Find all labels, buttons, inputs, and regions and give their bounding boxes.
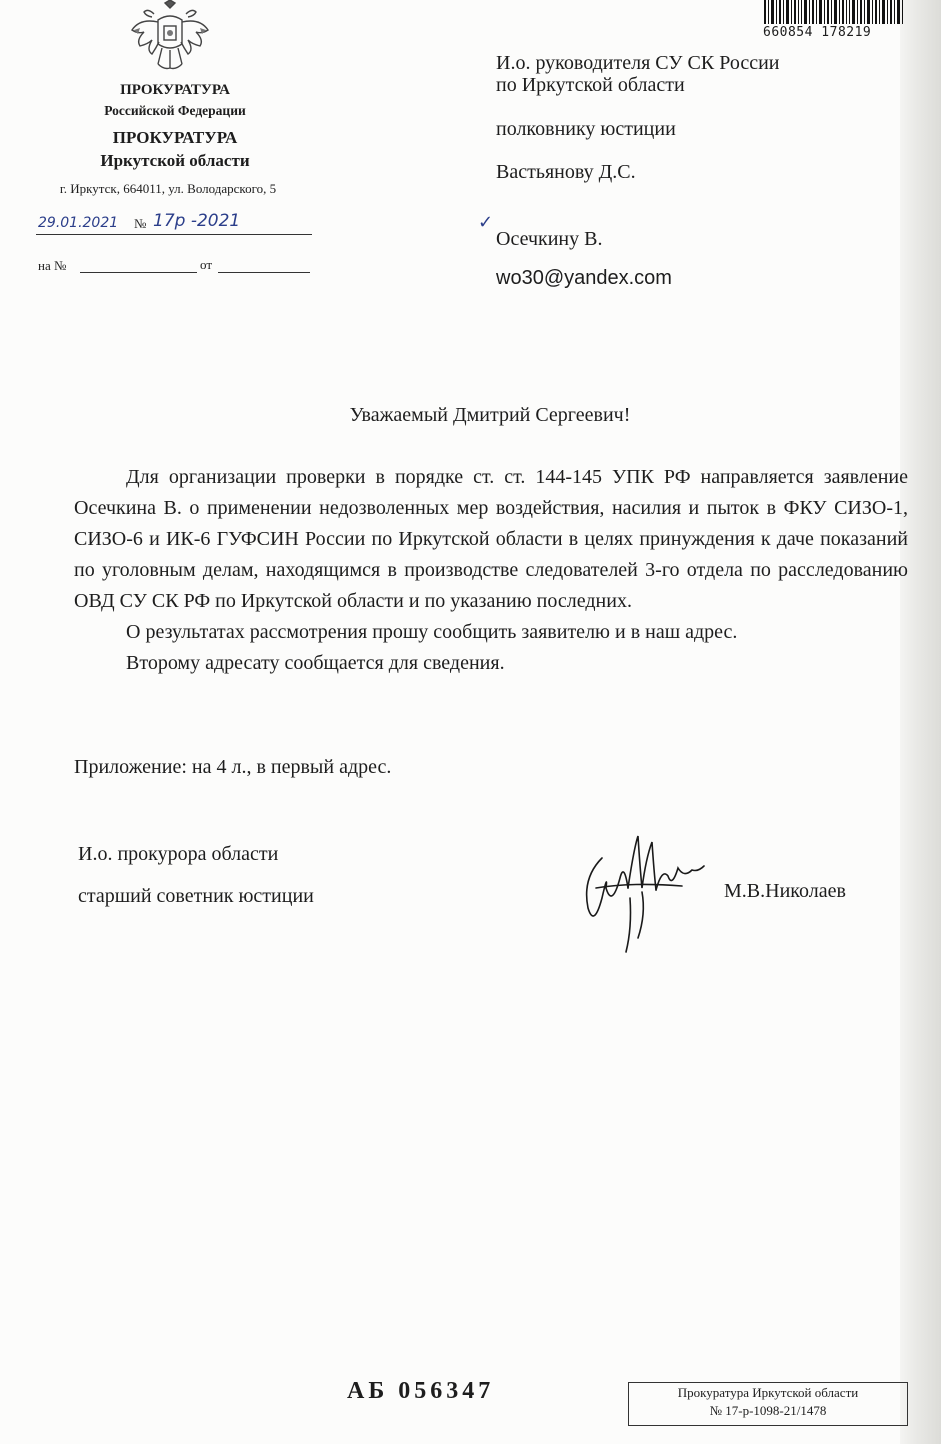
recipient-name: Вастьянову Д.С. — [496, 161, 636, 183]
salutation: Уважаемый Дмитрий Сергеевич! — [349, 404, 631, 426]
registration-date: 29.01.2021 — [38, 215, 119, 231]
body-paragraph-2: О результатах рассмотрения прошу сообщить заявителю и в наш адрес. — [126, 621, 738, 643]
barcode-number: 660854 178219 — [763, 25, 872, 40]
signatory-title-2: старший советник юстиции — [78, 885, 314, 907]
body-paragraph-3: Второму адресату сообщается для сведения. — [126, 652, 505, 674]
org-line-4: Иркутской области — [100, 151, 250, 170]
barcode-icon — [764, 0, 904, 28]
reference-date-line — [218, 272, 310, 273]
org-line-3: ПРОКУРАТУРА — [112, 128, 238, 147]
letter-body — [74, 462, 908, 679]
stamp-line-2: № 17-р-1098-21/1478 — [709, 1403, 827, 1418]
reference-number-label: на № — [38, 258, 67, 273]
signatory-name: М.В.Николаев — [724, 880, 846, 902]
page-edge-shadow — [900, 0, 941, 1444]
recipient-line-1: И.о. руководителя СУ СК России — [496, 52, 780, 74]
reference-number-line — [80, 272, 197, 273]
org-address: г. Иркутск, 664011, ул. Володарского, 5 — [59, 181, 277, 196]
org-line-1: ПРОКУРАТУРА — [120, 82, 230, 98]
second-recipient-name: Осечкину В. — [496, 228, 603, 250]
registration-number-label: № — [134, 216, 147, 231]
recipient-rank: полковнику юстиции — [496, 118, 676, 140]
double-headed-eagle-emblem-icon — [128, 0, 212, 76]
form-serial-number: АБ 056347 — [347, 1378, 495, 1404]
reference-date-label: от — [200, 257, 213, 272]
stamp-line-1: Прокуратура Иркутской области — [677, 1385, 859, 1400]
check-mark-icon: ✓ — [478, 212, 494, 233]
registration-number: 17р -2021 — [153, 211, 241, 231]
attachment-note: Приложение: на 4 л., в первый адрес. — [74, 756, 392, 778]
handwritten-signature-icon — [572, 828, 712, 958]
registration-underline — [36, 234, 312, 235]
second-recipient-email[interactable]: wo30@yandex.com — [496, 267, 672, 289]
org-line-2: Российской Федерации — [104, 103, 246, 118]
recipient-line-2: по Иркутской области — [496, 74, 685, 96]
signatory-title-1: И.о. прокурора области — [78, 843, 279, 865]
body-paragraph-1: Для организации проверки в порядке ст. ст. 144-145 УПК РФ направляется заявление Осечкина В. о применении недозволенных мер воздействия, насилия и пыток в ФКУ СИЗО-1, СИЗО-6 и ИК-6 ГУФСИН России по Иркутской области в целях принуждения к даче показаний по уголовным делам, находящимся в производстве следователей 3-го отдела по расследованию ОВД СУ СК РФ по Иркутской области и по указанию последних. — [74, 466, 908, 612]
